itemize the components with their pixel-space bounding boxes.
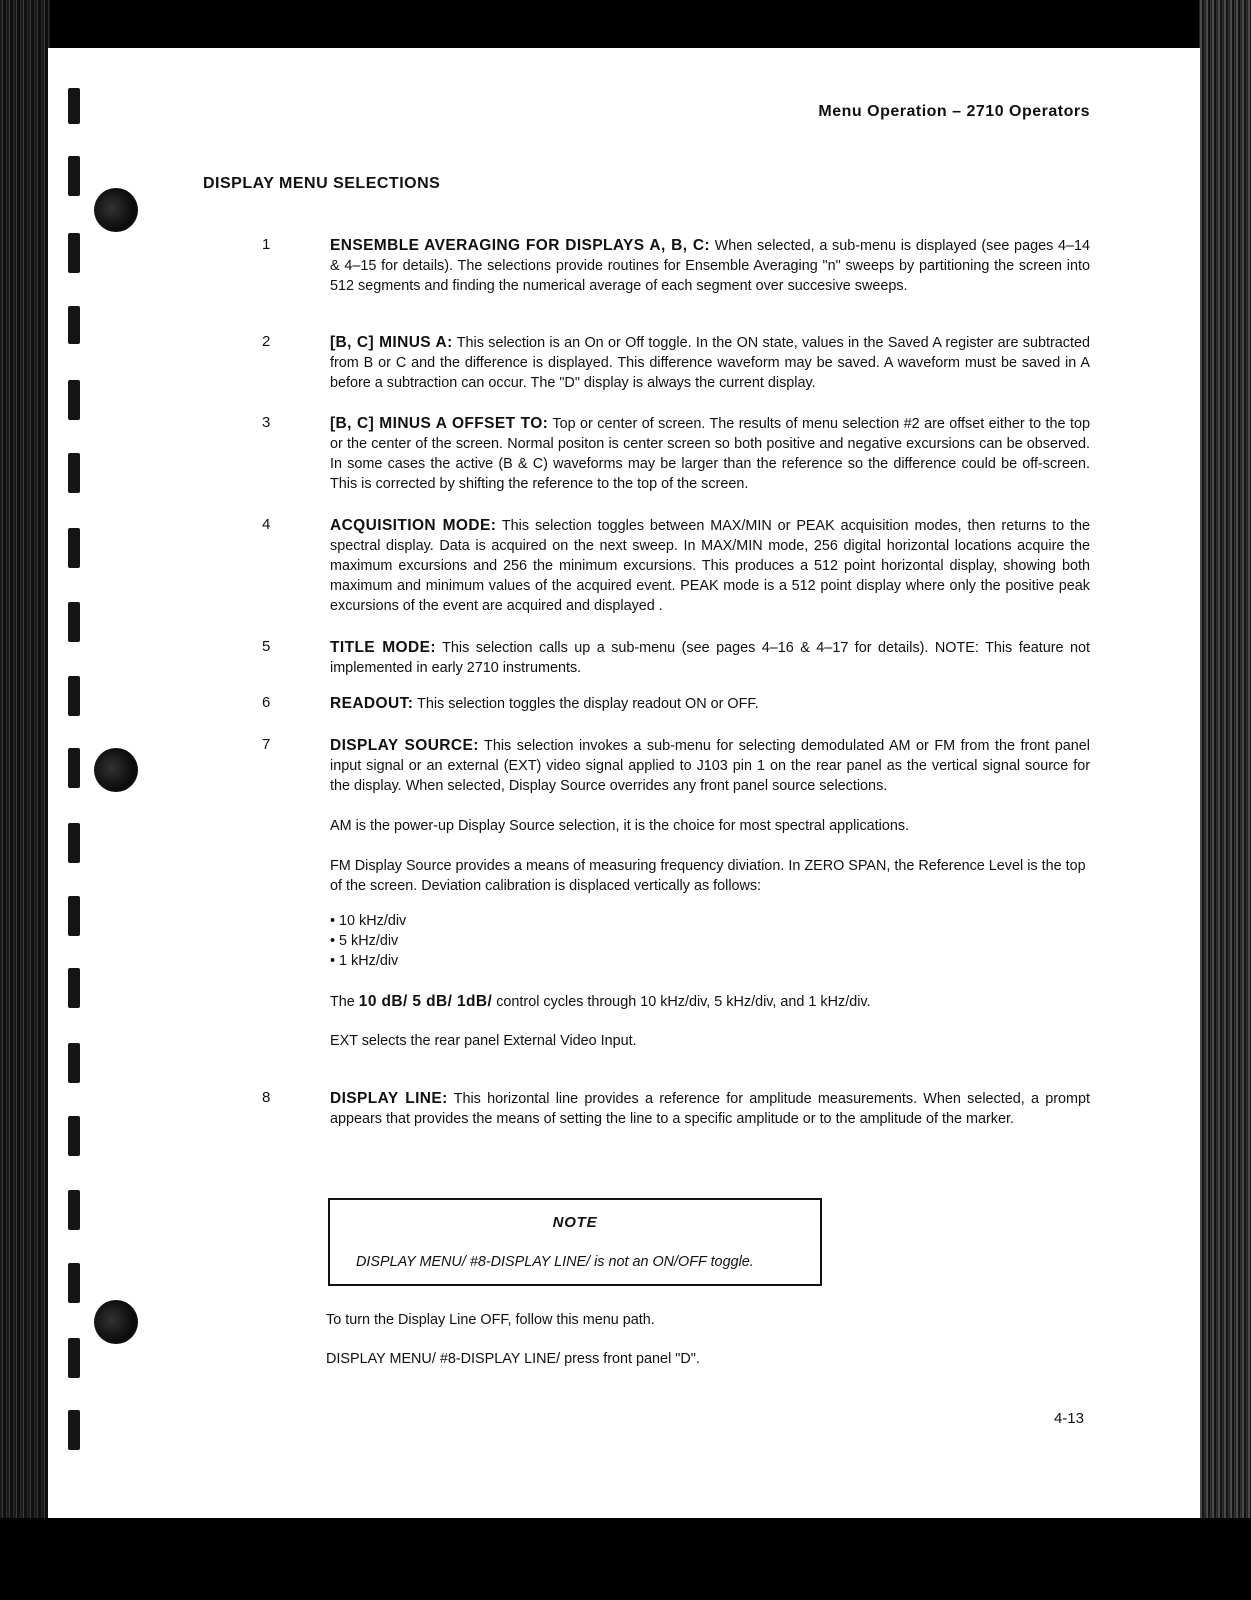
item-number: 1 <box>262 236 271 253</box>
item-heading: [B, C] MINUS A: <box>330 334 453 351</box>
bullet-item: • 5 kHz/div <box>330 933 399 949</box>
binder-mark <box>68 748 80 788</box>
binder-mark <box>68 968 80 1008</box>
binder-mark <box>68 1116 80 1156</box>
ext-paragraph: EXT selects the rear panel External Video Input. <box>330 1033 637 1049</box>
binder-mark <box>68 453 80 493</box>
binder-mark <box>68 233 80 273</box>
scan-edge-left <box>0 0 50 1600</box>
item-text: This selection is an On or Off toggle. In the ON state, values in the Saved A register are subtracted from B or C and the difference is displayed. This difference waveform may be saved. A waveform must be saved in A before a subtraction can occur. The "D" display is always the current display. <box>330 335 1090 391</box>
am-paragraph: AM is the power-up Display Source selection, it is the choice for most spectral applications. <box>330 818 910 834</box>
binder-mark <box>68 380 80 420</box>
item-body <box>330 333 1090 393</box>
section-title: DISPLAY MENU SELECTIONS <box>203 175 441 192</box>
fm-paragraph: FM Display Source provides a means of measuring frequency diviation. In ZERO SPAN, the Reference Level is the top of the screen. Deviation calibration is displaced vertically as follows: <box>330 858 1086 894</box>
binder-mark <box>68 156 80 196</box>
control-name: 10 dB/ 5 dB/ 1dB/ <box>358 993 493 1010</box>
control-text: The <box>330 994 359 1010</box>
document-page <box>48 48 1200 1518</box>
binder-mark <box>68 528 80 568</box>
page-number: 4-13 <box>1053 1410 1084 1427</box>
scan-edge-right <box>1199 0 1251 1600</box>
binder-mark <box>68 88 80 124</box>
note-box <box>328 1198 822 1286</box>
binder-mark <box>68 306 80 344</box>
item-number: 7 <box>262 736 271 753</box>
item-body <box>330 516 1090 616</box>
item-text: Top or center of screen. The results of menu selection #2 are offset either to the top or the center of the screen. Normal positon is center screen so both positive and negative excursions can be observed. In some cases the active (B & C) waveforms may be larger than the reference so the difference could be off-screen. This is corrected by shifting the reference to the top of the screen. <box>330 416 1090 492</box>
item-heading: ACQUISITION MODE: <box>330 517 497 534</box>
binder-mark <box>68 896 80 936</box>
item-text: This horizontal line provides a reference for amplitude measurements. When selected, a prompt appears that provides the means of setting the line to a specific amplitude or to the amplitude of the marker. <box>330 1091 1090 1127</box>
item-text: This selection calls up a sub-menu (see pages 4–16 & 4–17 for details). NOTE: This feature not implemented in early 2710 instruments. <box>330 640 1090 676</box>
binder-mark <box>68 1410 80 1450</box>
item-text: When selected, a sub-menu is displayed (see pages 4–14 & 4–15 for details). The selections provide routines for Ensemble Averaging "n" sweeps by partitioning the screen into 512 segments and finding the numerical average of each segment over succesive sweeps. <box>330 238 1090 294</box>
item-heading: ENSEMBLE AVERAGING FOR DISPLAYS A, B, C: <box>330 237 710 254</box>
binder-mark <box>68 1043 80 1083</box>
item-number: 3 <box>262 414 271 431</box>
punch-hole <box>94 1300 138 1344</box>
item-body <box>330 236 1090 296</box>
binder-mark <box>68 823 80 863</box>
binder-mark <box>68 676 80 716</box>
bullet-item: • 1 kHz/div <box>330 953 399 969</box>
bullet-item: • 10 kHz/div <box>330 913 407 929</box>
item-text: This selection toggles the display readout ON or OFF. <box>417 696 759 712</box>
control-paragraph <box>330 992 1090 1012</box>
item-body <box>330 736 1090 796</box>
punch-hole <box>94 748 138 792</box>
item-number: 5 <box>262 638 271 655</box>
note-title: NOTE <box>552 1214 598 1231</box>
running-header: Menu Operation – 2710 Operators <box>818 103 1090 120</box>
item-number: 4 <box>262 516 271 533</box>
item-number: 6 <box>262 694 271 711</box>
item-heading: READOUT: <box>330 695 414 712</box>
item-body <box>330 694 1090 714</box>
item-body <box>330 638 1090 678</box>
item-number: 8 <box>262 1089 271 1106</box>
note-text: DISPLAY MENU/ #8-DISPLAY LINE/ is not an ON/OFF toggle. <box>356 1254 754 1270</box>
after-note-line: DISPLAY MENU/ #8-DISPLAY LINE/ press front panel "D". <box>326 1351 700 1367</box>
item-heading: TITLE MODE: <box>330 639 436 656</box>
control-text: control cycles through 10 kHz/div, 5 kHz/div, and 1 kHz/div. <box>492 994 871 1010</box>
item-heading: DISPLAY LINE: <box>330 1090 448 1107</box>
punch-hole <box>94 188 138 232</box>
item-number: 2 <box>262 333 271 350</box>
scan-edge-bottom <box>0 1518 1251 1600</box>
item-heading: [B, C] MINUS A OFFSET TO: <box>330 415 549 432</box>
binder-mark <box>68 1263 80 1303</box>
after-note-line: To turn the Display Line OFF, follow this menu path. <box>326 1312 655 1328</box>
binder-mark <box>68 1338 80 1378</box>
item-body <box>330 414 1090 494</box>
item-heading: DISPLAY SOURCE: <box>330 737 479 754</box>
item-text: This selection invokes a sub-menu for selecting demodulated AM or FM from the front panel input signal or an external (EXT) video signal applied to J103 pin 1 on the rear panel as the vertical signal source for the display. When selected, Display Source overrides any front panel source selections. <box>330 738 1090 794</box>
binder-mark <box>68 1190 80 1230</box>
item-body <box>330 1089 1090 1129</box>
item-text: This selection toggles between MAX/MIN or PEAK acquisition modes, then returns to the spectral display. Data is acquired on the next sweep. In MAX/MIN mode, 256 digital horizontal locations acquire the maximum excursions and 256 the minimum excursions. This produces a 512 point horizontal display, showing both maximum and minimum values of the acquired event. PEAK mode is a 512 point display where only the positive peak excursions of the event are acquired and displayed . <box>330 518 1090 614</box>
binder-mark <box>68 602 80 642</box>
